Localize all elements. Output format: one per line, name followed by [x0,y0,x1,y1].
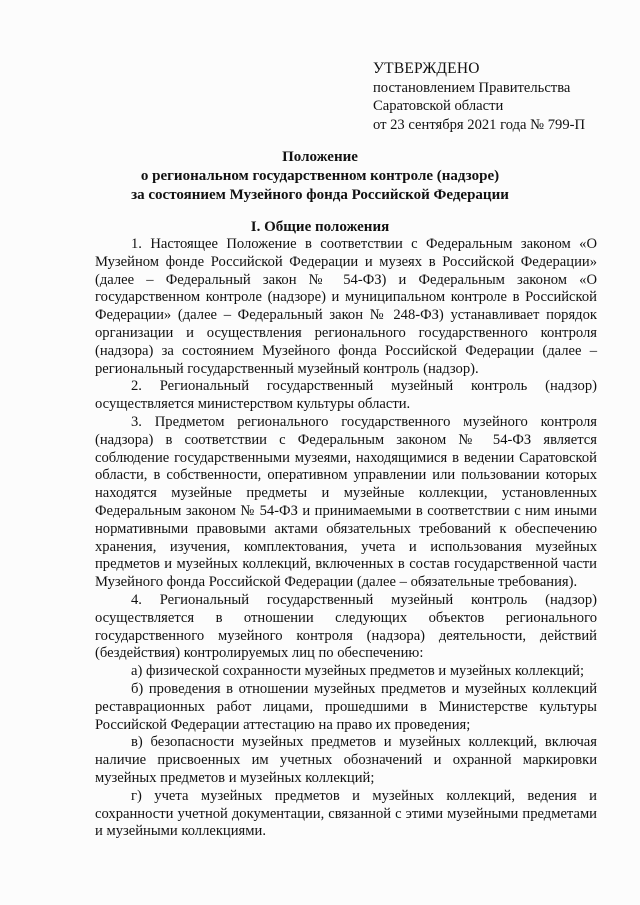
title-line: за состоянием Музейного фонда Российской Федерации [131,187,509,203]
paragraph-2: 2. Региональный государственный музейный контроль (надзор) осуществляется министерством культуры области. [95,378,597,413]
approval-line: Саратовской области [373,98,504,114]
title-line: Положение [282,149,358,165]
approval-line: постановлением Правительства [373,79,571,96]
title-line: о региональном государственном контроле (надзоре) [140,168,500,184]
paragraph-3: 3. Предметом регионального государственного музейного контроля (надзора) в соответствии с Федеральным законом № 54-ФЗ является соблюдение государственными музеями, находящимися в ведении Саратовской области, в собственности, оперативном управлении или пользовании которых находятся музейные предметы и музейные коллекции, установленных Федеральным законом № 54-ФЗ и принимаемыми в соответствии с ним иными нормативными правовыми актами обязательных требований к обеспечению хранения, изучения, комплектования, учета и использования музейных предметов и музейных коллекций, включенных в состав государственной части Музейного фонда Российской Федерации (далее – обязательные требования). [95,413,597,591]
approval-line: от 23 сентября 2021 года № 799-П [373,116,586,133]
paragraph-4: 4. Региональный государственный музейный контроль (надзор) осуществляется в отношении следующих объектов регионального государственного музейного контроля (надзора) деятельности, действий (бездействия) контролируемых лиц по обеспечению: [95,591,597,662]
paragraph-4d: г) учета музейных предметов и музейных коллекций, ведения и сохранности учетной документации, связанной с этими музейными предметами и музейными коллекциями. [95,787,597,840]
paragraph-4a: а) физической сохранности музейных предметов и музейных коллекций; [131,663,585,680]
paragraph-4b: б) проведения в отношении музейных предметов и музейных коллекций реставрационных работ лицами, прошедшими в Министерстве культуры Российской Федерации аттестацию на право их проведения; [95,680,597,733]
document-body [95,236,597,841]
paragraph-1: 1. Настоящее Положение в соответствии с Федеральным законом «О Музейном фонде Российской Федерации и музеях в Российской Федерации» (далее – Федеральный закон № 54-ФЗ) и Федеральным законом «О государственном контроле (надзоре) и муниципальном контроле в Российской Федерации» (далее – Федеральный закон № 248-ФЗ) устанавливает порядок организации и осуществления регионального государственного контроля (надзора) за состоянием Музейного фонда Российской Федерации (далее – региональный государственный музейный контроль (надзор). [95,236,597,377]
approval-heading: УТВЕРЖДЕНО [373,60,480,77]
document-title [92,148,548,205]
approval-stamp [373,60,623,134]
paragraph-4c: в) безопасности музейных предметов и музейных коллекций, включая наличие присвоенных им учетных обозначений и охранной маркировки музейных предметов и музейных коллекций; [95,734,597,786]
section-heading: I. Общие положения [250,219,390,235]
